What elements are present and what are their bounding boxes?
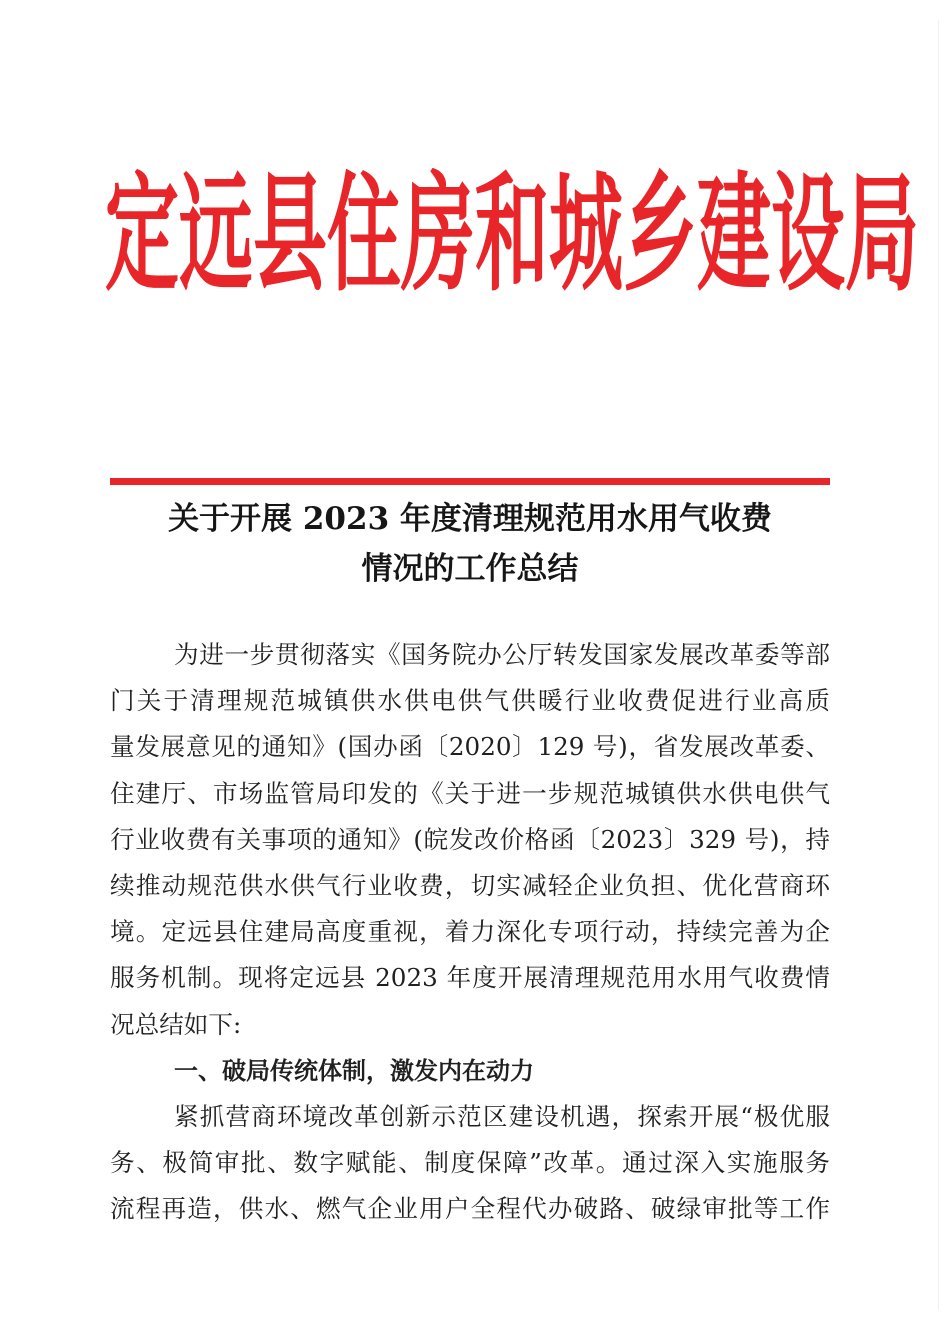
body-paragraph-line: 行业收费有关事项的通知》(皖发改价格函〔2023〕329 号)，持 (110, 824, 830, 854)
body-paragraph-line: 境。定远县住建局高度重视，着力深化专项行动，持续完善为企 (110, 917, 830, 947)
masthead-char: 远 (179, 161, 253, 309)
masthead-seal-title (105, 160, 919, 310)
document-body (110, 632, 830, 1232)
masthead-char: 县 (253, 161, 327, 309)
masthead-char: 住 (327, 161, 401, 309)
section-heading: 一、破局传统体制，激发内在动力 (174, 1056, 534, 1085)
section-paragraph-line: 务、极简审批、数字赋能、制度保障”改革。通过深入实施服务 (110, 1148, 830, 1178)
body-paragraph-line: 住建厅、市场监管局印发的《关于进一步规范城镇供水供电供气 (110, 778, 830, 808)
masthead-char: 设 (771, 161, 845, 309)
scan-edge (930, 20, 939, 1310)
masthead-char: 建 (697, 161, 771, 309)
body-paragraph-line: 量发展意见的通知》(国办函〔2020〕129 号)，省发展改革委、 (110, 732, 830, 762)
body-paragraph-line: 服务机制。现将定远县 2023 年度开展清理规范用水用气收费情 (110, 963, 830, 993)
masthead-char: 乡 (623, 161, 697, 309)
section-paragraph-line: 紧抓营商环境改革创新示范区建设机遇，探索开展“极优服 (174, 1101, 830, 1131)
masthead-char: 城 (549, 161, 623, 309)
masthead-char: 局 (845, 161, 919, 309)
body-paragraph-line: 续推动规范供水供气行业收费，切实减轻企业负担、优化营商环 (110, 870, 830, 900)
red-divider-line (110, 478, 830, 485)
document-title-line-2: 情况的工作总结 (361, 551, 579, 587)
body-paragraph-line: 为进一步贯彻落实《国务院办公厅转发国家发展改革委等部 (174, 640, 830, 669)
body-paragraph-line: 门关于清理规范城镇供水供电供气供暖行业收费促进行业高质 (110, 686, 830, 716)
masthead-char: 定 (105, 161, 179, 309)
masthead-char: 和 (475, 161, 549, 309)
document-title (110, 494, 830, 594)
masthead-char: 房 (401, 161, 475, 309)
section-paragraph-line: 流程再造，供水、燃气企业用户全程代办破路、破绿审批等工作 (110, 1194, 830, 1224)
body-paragraph-line: 况总结如下: (110, 1009, 242, 1039)
document-title-line-1: 关于开展 2023 年度清理规范用水用气收费 (168, 501, 772, 537)
